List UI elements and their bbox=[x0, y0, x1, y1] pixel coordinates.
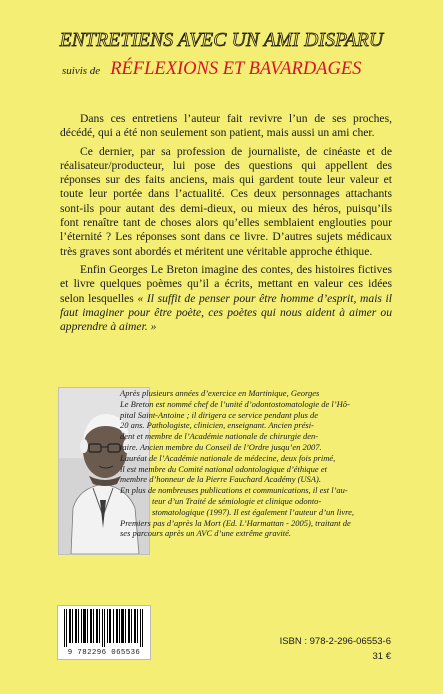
bio-line: il est membre du Comité national odontologique d’éthique et bbox=[120, 463, 327, 474]
barcode-bars bbox=[58, 606, 150, 648]
subtitle-prefix: suivis de bbox=[62, 65, 101, 77]
book-title: ENTRETIENS AVEC UN AMI DISPARU bbox=[59, 30, 384, 51]
bio-line: Premiers pas d’après la Mort (Ed. L’Harmattan - 2005), traitant de bbox=[120, 517, 351, 528]
blurb-paragraph-1: Dans ces entretiens l’auteur fait revivre l’un de ses proches, décédé, qui a été non seulement son patient, mais aussi un ami cher. bbox=[60, 112, 392, 140]
bio-line: dent et membre de l’Académie nationale de chirurgie den- bbox=[120, 431, 319, 442]
barcode bbox=[57, 605, 151, 660]
price: 31 € bbox=[372, 651, 391, 662]
bio-line: En plus de nombreuses publications et communications, il est l’au- bbox=[120, 485, 348, 496]
barcode-digits: 9 782296 065536 bbox=[67, 649, 141, 657]
bio-line: 20 ans. Pathologiste, clinicien, enseignant. Ancien prési- bbox=[120, 420, 314, 431]
blurb-paragraph-3 bbox=[60, 263, 392, 334]
bio-line: ses parcours après un AVC d’une extrême gravité. bbox=[120, 528, 291, 539]
isbn: ISBN : 978-2-296-06553-6 bbox=[279, 636, 391, 647]
subtitle-row bbox=[62, 59, 361, 80]
blurb-paragraph-3-lead: Enfin Georges Le Breton imagine des contes, des histoires fictives et livre quelques poèmes qu’il a écrits, mettant en valeur ces idées selon lesquelles bbox=[60, 262, 392, 305]
back-cover-blurb bbox=[60, 112, 392, 338]
bio-line: taire. Ancien membre du Conseil de l’Ordre jusqu’en 2007. bbox=[120, 441, 322, 452]
bio-line: teur d’un Traité de sémiologie et clinique odonto- bbox=[152, 495, 322, 506]
blurb-paragraph-2: Ce dernier, par sa profession de journaliste, de cinéaste et de réalisateur/producteur, lui pose des questions qui appellent des réponses sur des faits anciens, mais qui gardent toute leur valeur et toute leur portée dans l’actualité. Ces deux personnages attachants sont-ils pour autant des demi-dieux, ou mieux des héros, puisqu’ils font renaître tant de choses alors qu’elles semblaient englouties pour l’éternité ? Les réponses sont dans ce livre. D’autres sujets médicaux très graves sont abordés et méritent une véritable approche éthique. bbox=[60, 144, 392, 258]
bio-line: membre d’honneur de la Pierre Fauchard Académy (USA). bbox=[120, 474, 321, 485]
bio-line: Lauréat de l’Académie nationale de médecine, deux fois primé, bbox=[120, 452, 336, 463]
author-biography bbox=[120, 388, 392, 539]
bio-line: pital Saint-Antoine ; il dirigera ce service pendant plus de bbox=[120, 409, 319, 420]
book-subtitle: RÉFLEXIONS ET BAVARDAGES bbox=[110, 59, 362, 79]
blurb-quote: « Il suffit de penser pour être homme d’esprit, mais il faut imaginer pour être poète, ces poètes qui nous aident à aimer ou apprendre à aimer. » bbox=[60, 291, 392, 334]
bio-line: Après plusieurs années d’exercice en Martinique, Georges bbox=[120, 388, 320, 398]
bio-line: stomatologique (1997). Il est également l’auteur d’un livre, bbox=[152, 506, 354, 517]
bio-line: Le Breton est nommé chef de l’unité d’odontostomatologie de l’Hô- bbox=[120, 398, 350, 409]
